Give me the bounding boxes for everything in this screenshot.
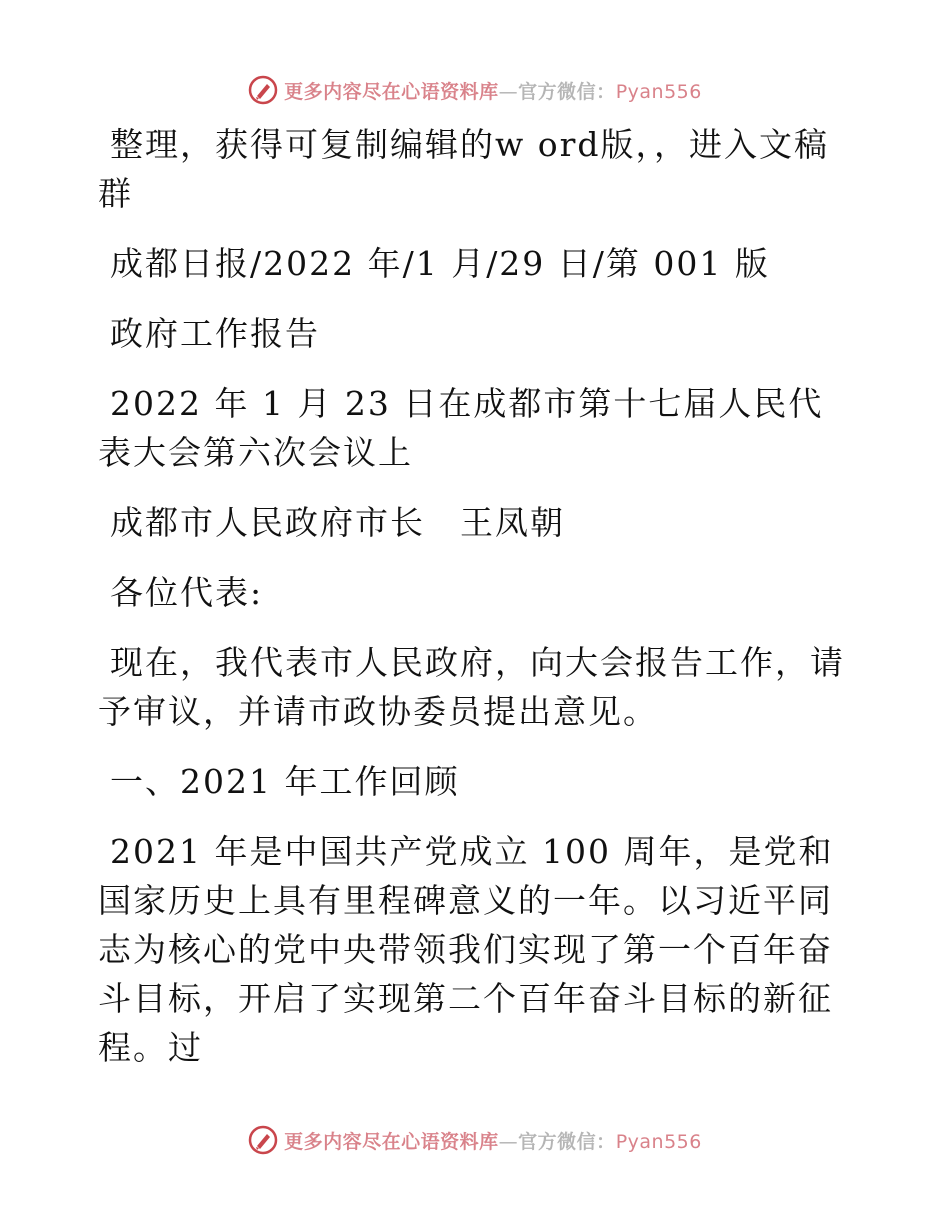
banner-dash: — [498,80,519,103]
section-heading: 一、2021 年工作回顾 [110,762,460,801]
banner-wechat-id: Pyan556 [615,80,702,103]
footer-watermark-banner [0,1120,950,1160]
banner-wechat-label: 官方微信： [518,1130,616,1153]
pen-logo-icon [248,1125,278,1155]
header-watermark-banner [0,70,950,110]
banner-wechat-label: 官方微信： [518,80,616,103]
document-body [98,120,858,1072]
report-title: 政府工作报告 [110,314,320,353]
opening-paragraph: 现在，我代表市人民政府，向大会报告工作，请予审议，并请市政协委员提出意见。 [98,643,845,731]
salutation: 各位代表: [110,573,264,612]
banner-text [284,1127,702,1154]
body-paragraph: 2021 年是中国共产党成立 100 周年，是党和国家历史上具有里程碑意义的一年。以习近平同志为核心的党中央带领我们实现了第一个百年奋斗目标，开启了实现第二个百年奋斗目标的新征程。过 [98,832,834,1067]
banner-text [284,77,702,104]
speaker-line: 成都市人民政府市长 王凤朝 [110,503,565,542]
source-line: 成都日报/2022 年/1 月/29 日/第 001 版 [110,244,770,283]
banner-site-name: 更多内容尽在心语资料库 [284,1130,499,1153]
banner-site-name: 更多内容尽在心语资料库 [284,80,499,103]
pen-logo-icon [248,75,278,105]
meeting-line: 2022 年 1 月 23 日在成都市第十七届人民代表大会第六次会议上 [98,384,824,472]
banner-dash: — [498,1130,519,1153]
banner-wechat-id: Pyan556 [615,1130,702,1153]
intro-note: 整理，获得可复制编辑的w ord版，，进入文稿群 [98,125,830,213]
